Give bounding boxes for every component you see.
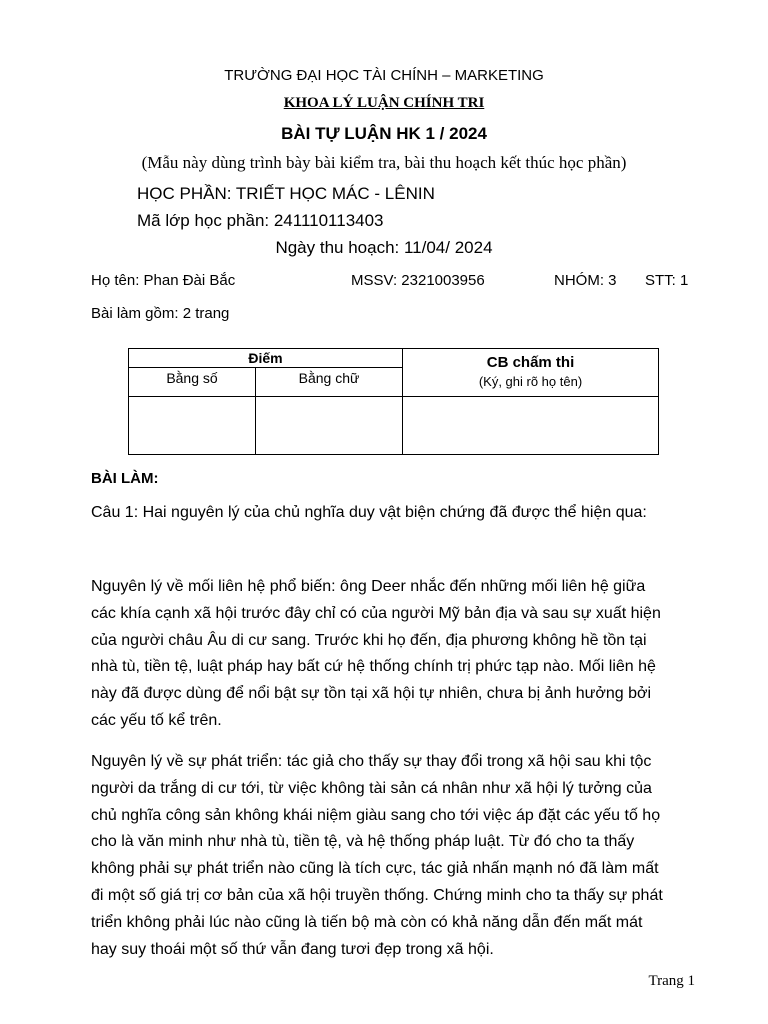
- exam-title: BÀI TỰ LUẬN HK 1 / 2024: [281, 124, 487, 143]
- paragraph-line: chủ nghĩa công sản không khái niệm giàu sang cho tới việc áp đặt các yếu tố họ: [91, 806, 661, 824]
- work-heading: BÀI LÀM:: [91, 470, 159, 487]
- paragraph-line: người da trắng di cư tới, từ việc không tài sản cá nhân như xã hội lý tưởng của: [91, 779, 652, 797]
- paragraph-line: nhà tù, tiền tệ, luật pháp hay bất cứ hệ thống chính trị phức tạp nào. Mối liên hệ: [91, 658, 656, 676]
- paragraph-line: Nguyên lý về mối liên hệ phổ biến: ông Deer nhắc đến những mối liên hệ giữa: [91, 578, 646, 595]
- paragraph-line: hay suy thoái một số thứ vẫn đang tươi đẹp trong xã hội.: [91, 940, 494, 958]
- paragraph-line: cho là văn minh như nhà tù, tiền tệ, và hệ thống pháp luật. Từ đó cho ta thấy: [91, 833, 635, 851]
- question-1: Câu 1: Hai nguyên lý của chủ nghĩa duy vật biện chứng đã được thể hiện qua:: [91, 504, 647, 521]
- student-info-row: [91, 272, 691, 292]
- template-note: (Mẫu này dùng trình bày bài kiểm tra, bài thu hoạch kết thúc học phần): [141, 153, 627, 172]
- paragraph-line: của người châu Âu di cư sang. Trước khi họ đến, địa phương không hề tồn tại: [91, 631, 647, 649]
- paragraph-universal-connection: [91, 574, 701, 735]
- school-name: TRƯỜNG ĐẠI HỌC TÀI CHÍNH – MARKETING: [224, 67, 544, 84]
- page-count: Bài làm gồm: 2 trang: [91, 305, 230, 322]
- paragraph-line: Nguyên lý về sự phát triển: tác giả cho thấy sự thay đổi trong xã hội sau khi tộc: [91, 753, 652, 770]
- score-number-cell: [129, 397, 255, 454]
- score-words-cell: [256, 397, 402, 454]
- grader-signature-cell: [403, 397, 658, 454]
- grade-table: [128, 348, 659, 455]
- score-header: Điếm: [248, 350, 283, 366]
- paragraph-line: các khía cạnh xã hội trước đây chỉ có của người Mỹ bản địa và sau sự xuất hiện: [91, 604, 661, 622]
- stt-number: STT: 1: [645, 272, 689, 289]
- score-by-number-header: Bằng số: [166, 370, 218, 386]
- paragraph-line: này đã được dùng để nổi bật sự tồn tại xã hội tự nhiên, chưa bị ảnh hưởng bởi: [91, 685, 652, 703]
- group-number: NHÓM: 3: [554, 272, 617, 289]
- score-by-words-header: Bằng chữ: [298, 370, 360, 386]
- student-name: Họ tên: Phan Đài Bắc: [91, 272, 236, 289]
- course-name: HỌC PHẦN: TRIẾT HỌC MÁC - LÊNIN: [137, 184, 435, 203]
- faculty-name: KHOA LÝ LUẬN CHÍNH TRI: [283, 95, 485, 111]
- grader-header: CB chấm thi: [486, 354, 575, 371]
- paragraph-development: [91, 749, 701, 963]
- paragraph-line: các yếu tố kể trên.: [91, 711, 222, 729]
- student-id: MSSV: 2321003956: [351, 272, 485, 289]
- class-code: Mã lớp học phần: 241110113403: [137, 211, 384, 230]
- paragraph-line: đi một số giá trị cơ bản của xã hội truyền thống. Chứng minh cho ta thấy sự phát: [91, 886, 663, 904]
- paragraph-line: không phải sự phát triển nào cũng là tích cực, tác giả nhấn mạnh nó đã làm mất: [91, 860, 659, 878]
- submit-date: Ngày thu hoạch: 11/04/ 2024: [275, 238, 493, 257]
- paragraph-line: triển không phải lúc nào cũng là tiến bộ mà còn có khả năng dẫn đến mất mát: [91, 913, 643, 931]
- page-number: Trang 1: [648, 973, 695, 989]
- table-divider-header: [129, 367, 402, 368]
- grader-note: (Ký, ghi rõ họ tên): [478, 374, 583, 389]
